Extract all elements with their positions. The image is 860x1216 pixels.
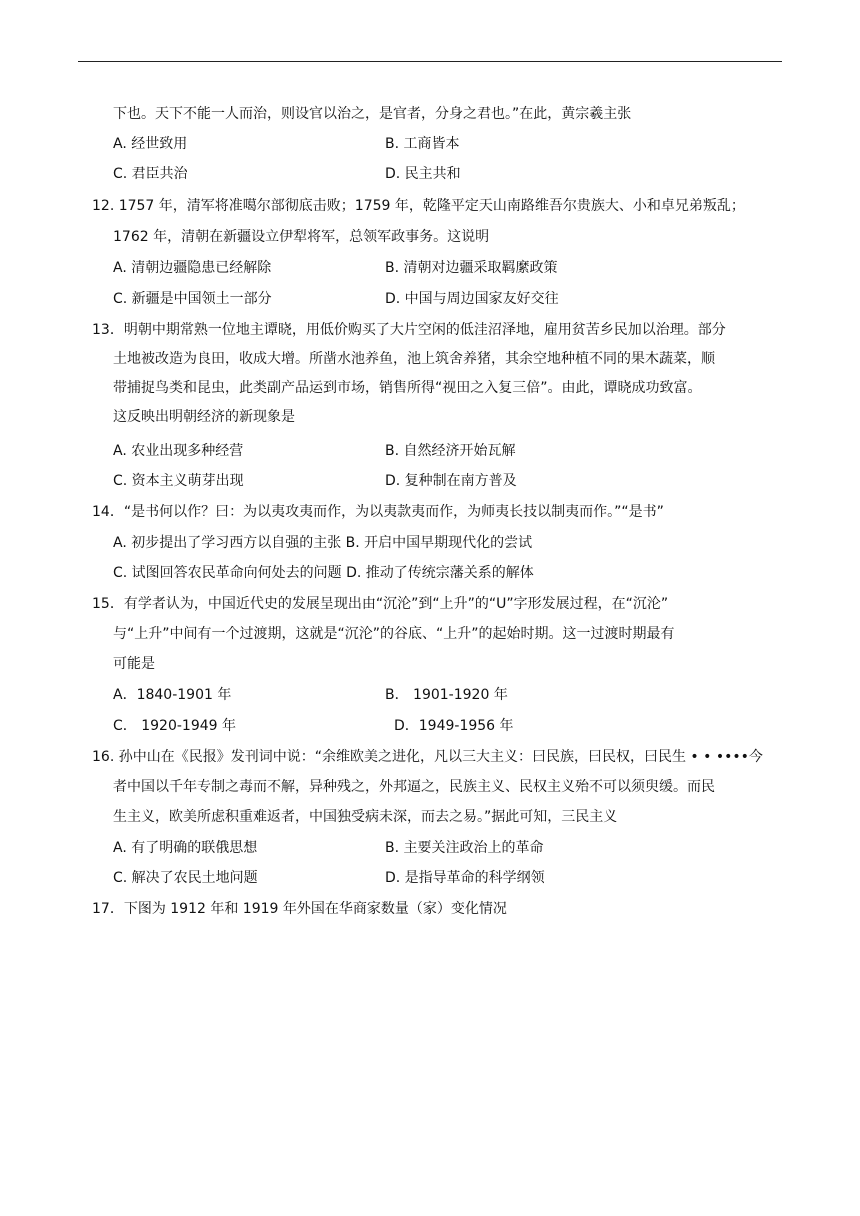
q12-stem-line2: 1762 年，清朝在新疆设立伊犁将军，总领军政事务。这说明: [113, 229, 490, 245]
q12-option-a: A. 清朝边疆隐患已经解除: [113, 260, 272, 276]
q14-options-cd: C. 试图回答农民革命向何处去的问题 D. 推动了传统宗藩关系的解体: [113, 565, 534, 581]
q15-option-d: D．1949-1956 年: [394, 718, 514, 734]
q13-option-d: D. 复种制在南方普及: [385, 473, 517, 489]
q16-stem-line3: 生主义，欧美所虑积重难返者，中国独受病未深，而去之易。”据此可知，三民主义: [113, 809, 618, 825]
q13-stem-line2: 土地被改造为良田，收成大增。所凿水池养鱼，池上筑舍养猪，其余空地种植不同的果木蔬菜，顺: [113, 351, 715, 367]
q13-stem-line4: 这反映出明朝经济的新现象是: [113, 409, 295, 425]
q15-stem-line2: 与“上升”中间有一个过渡期，这就是“沉沦”的谷底、“上升”的起始时期。这一过渡时期最有: [113, 626, 675, 642]
q16-stem-line2: 者中国以千年专制之毒而不解，异种残之，外邦逼之，民族主义、民权主义殆不可以须臾缓。而民: [113, 779, 715, 795]
q15-stem-line1: 15．有学者认为，中国近代史的发展呈现出由“沉沦”到“上升”的“U”字形发展过程，在“沉沦”: [92, 596, 669, 612]
q16-stem-line1: 16. 孙中山在《民报》发刊词中说：“余维欧美之进化，凡以三大主义：曰民族，曰民权，曰民生 • • ••••今: [92, 749, 763, 765]
q13-option-c: C. 资本主义萌芽出现: [113, 473, 244, 489]
q13-option-a: A. 农业出现多种经营: [113, 443, 244, 459]
q11-stem-continued: 下也。天下不能一人而治，则设官以治之，是官者，分身之君也。”在此，黄宗羲主张: [113, 106, 632, 122]
q11-option-a: A. 经世致用: [113, 136, 188, 152]
q12-option-c: C. 新疆是中国领土一部分: [113, 291, 272, 307]
header-rule: [78, 61, 782, 62]
q16-option-b: B. 主要关注政治上的革命: [385, 840, 544, 856]
q17-stem-line1: 17．下图为 1912 年和 1919 年外国在华商家数量（家）变化情况: [92, 901, 507, 917]
q11-option-d: D. 民主共和: [385, 166, 461, 182]
q11-option-b: B. 工商皆本: [385, 136, 460, 152]
q13-stem-line3: 带捕捉鸟类和昆虫，此类副产品运到市场，销售所得“视田之入复三倍”。由此，谭晓成功致富。: [113, 380, 702, 396]
q15-stem-line3: 可能是: [113, 656, 155, 672]
q12-option-d: D. 中国与周边国家友好交往: [385, 291, 559, 307]
q13-option-b: B. 自然经济开始瓦解: [385, 443, 516, 459]
q14-options-ab: A. 初步提出了学习西方以自强的主张 B. 开启中国早期现代化的尝试: [113, 535, 533, 551]
q13-stem-line1: 13．明朝中期常熟一位地主谭晓，用低价购买了大片空闲的低洼沼泽地，雇用贫苦乡民加以治理。部分: [92, 322, 726, 338]
q15-option-a: A．1840-1901 年: [113, 687, 232, 703]
q12-option-b: B. 清朝对边疆采取羁縻政策: [385, 260, 558, 276]
q15-option-b: B． 1901-1920 年: [385, 687, 508, 703]
q15-option-c: C． 1920-1949 年: [113, 718, 236, 734]
q16-option-c: C. 解决了农民土地问题: [113, 870, 258, 886]
q12-stem-line1: 12. 1757 年，清军将准噶尔部彻底击败；1759 年，乾隆平定天山南路维吾尔贵族大、小和卓兄弟叛乱；: [92, 198, 745, 214]
q16-option-a: A. 有了明确的联俄思想: [113, 840, 258, 856]
q11-option-c: C. 君臣共治: [113, 166, 188, 182]
q14-stem-line1: 14．“是书何以作？曰：为以夷攻夷而作，为以夷款夷而作，为师夷长技以制夷而作。”“是书”: [92, 504, 664, 520]
q16-option-d: D. 是指导革命的科学纲领: [385, 870, 545, 886]
